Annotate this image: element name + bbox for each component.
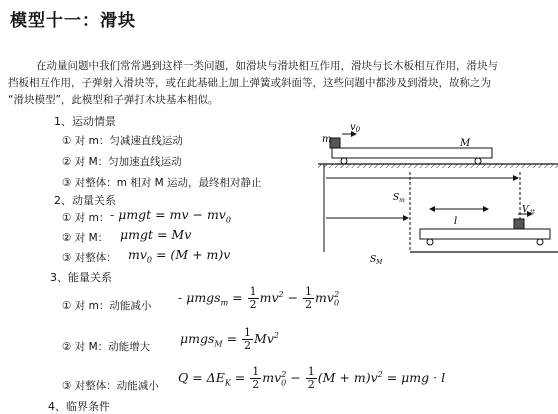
page-title: 模型十一：滑块 <box>10 11 136 31</box>
board-initial <box>332 148 492 158</box>
label-Sm: $S_m$ <box>393 193 405 204</box>
section-3-heading: 3、能量关系 <box>50 271 112 284</box>
s2-eq-2: μmgt = Mv <box>120 227 192 242</box>
s2-eq-3: $mv_0 = (M + m)v$ <box>128 247 231 265</box>
label-m: m <box>322 134 332 145</box>
block-final <box>514 219 524 229</box>
s1-item-1: ① 对 m：匀减速直线运动 <box>62 135 183 147</box>
s2-item-3: ③ 对整体： <box>62 252 117 264</box>
board-final <box>420 229 550 239</box>
label-v0: $v_0$ <box>350 122 361 134</box>
s2-eq-1: - μmgt = mv − $mv_0$ <box>110 207 231 225</box>
label-l: l <box>454 216 458 227</box>
s3-eq-2: μmgs$_M$ = $\frac{1}{2}$ Mv$^2$ <box>180 326 279 352</box>
slider-diagram <box>300 112 558 272</box>
section-4-heading: 4、临界条件 <box>48 400 110 413</box>
wheel-3 <box>427 239 433 245</box>
s3-eq-1: - μmgs$_m$ = $\frac{1}{2}$ $mv^2$ − $\frac{1}{2}$ $mv_0^2$ <box>178 285 340 311</box>
label-V: $V_共$ <box>522 205 535 216</box>
ground-hatch <box>318 164 558 168</box>
s3-item-1: ① 对 m：动能减小 <box>62 300 152 312</box>
wheel-4 <box>537 239 543 245</box>
section-2-heading: 2、动量关系 <box>54 194 116 207</box>
wheel-2 <box>475 158 481 164</box>
block-initial <box>330 138 340 148</box>
wheel-1 <box>341 158 347 164</box>
section-1-heading: 1、运动情景 <box>54 115 116 128</box>
s2-item-1: ① 对 m： <box>62 212 110 224</box>
intro-line-1: 在动量问题中我们常常遇到这样一类问题，如滑块与滑块相互作用，滑块与长木板相互作用，滑块与 <box>36 60 498 72</box>
s3-item-2: ② 对 M：动能增大 <box>62 341 151 353</box>
s3-item-3: ③ 对整体：动能减小 <box>62 380 159 392</box>
intro-line-2: 挡板相互作用，子弹射入滑块等，或在此基础上加上弹簧或斜面等，这些问题中都涉及到滑块，故称之为 <box>8 77 491 89</box>
s1-item-2: ② 对 M：匀加速直线运动 <box>62 156 182 168</box>
intro-line-3: “滑块模型”，此模型和子弹打木块基本相似。 <box>8 94 219 106</box>
s3-eq-3: $Q = \Delta E_K$ = $\frac{1}{2}$ $mv_0^2$ − $\frac{1}{2}$ $(M + m)v^2 = \mu mg \cdot l$ <box>178 365 446 391</box>
s1-item-3: ③ 对整体：m 相对 M 运动，最终相对静止 <box>62 177 262 189</box>
label-M: M <box>460 138 471 149</box>
s2-item-2: ② 对 M： <box>62 232 109 244</box>
label-SM: $S_M$ <box>370 255 383 266</box>
